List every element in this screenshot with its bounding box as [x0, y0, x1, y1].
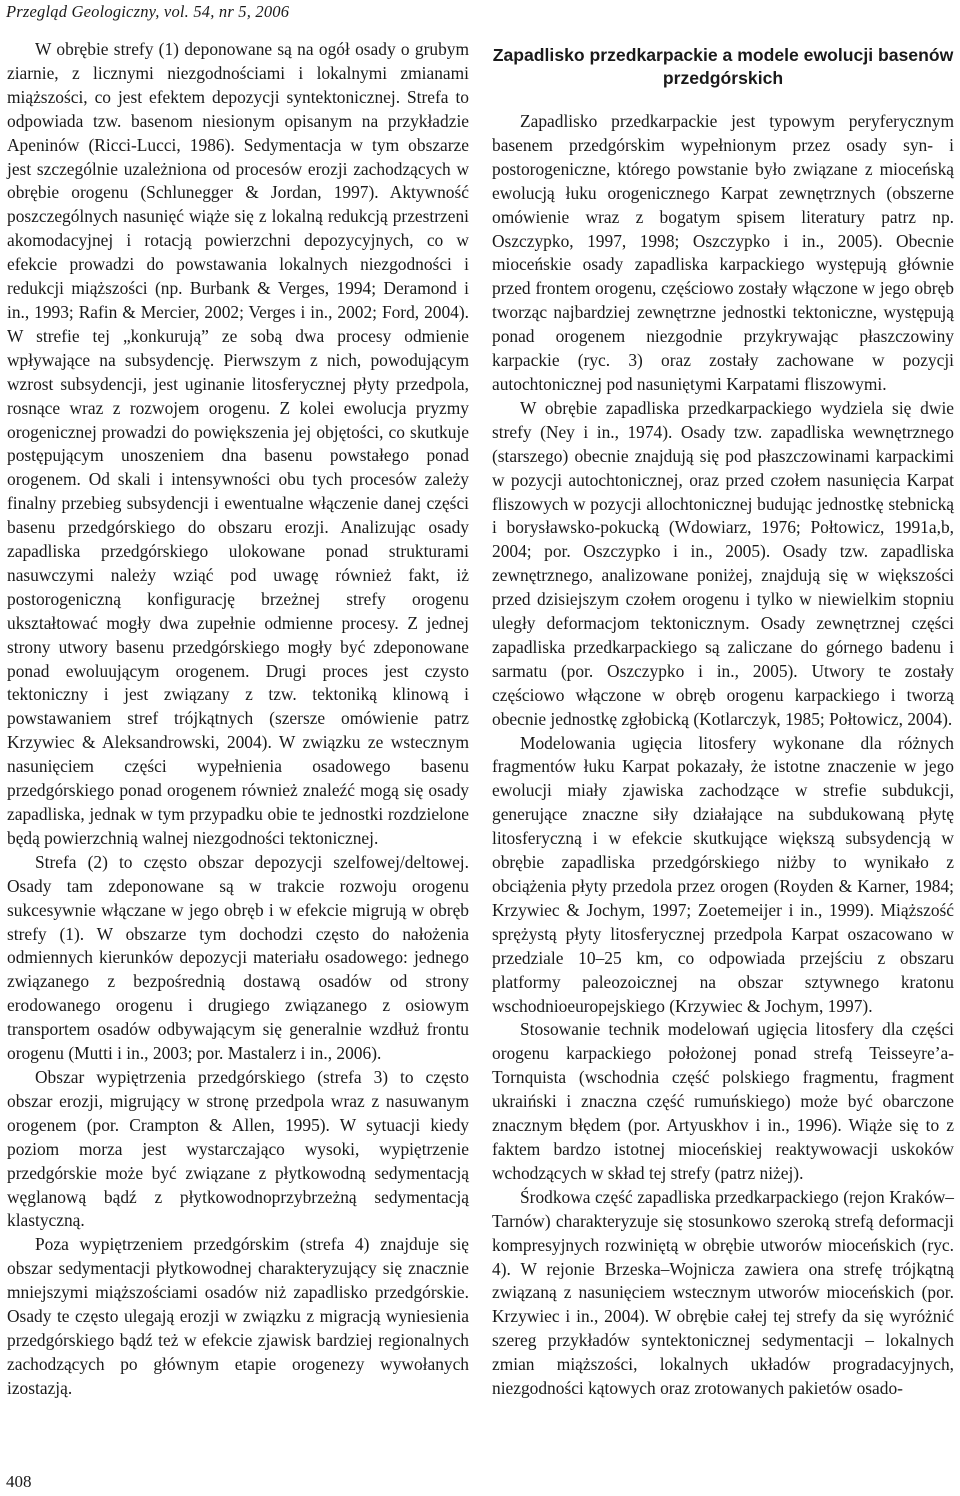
- body-paragraph: Poza wypiętrzeniem przedgórskim (strefa 4) znajduje się obszar sedymentacji płytkowodnej charakteryzujący się znacznie mniejszymi miąższościami osadów niż zapadlisko przedgórskie. Osady te często ulegają erozji w związku z migracją wyniesienia przedgórskiego bądź też w efekcie zjawisk bardziej regionalnych zachodzących po głównym etapie orogenezy wywołanych izostazją.: [7, 1234, 469, 1398]
- body-paragraph: Środkowa część zapadliska przedkarpackiego (rejon Kraków–Tarnów) charakteryzuje się stosunkowo szeroką strefą deformacji kompresyjnych rozwiniętą w obrębie utworów mioceńskich (ryc. 4). W rejonie Brzeska–Wojnicza zawiera ona strefę trójkątną związaną z nasunięciem wstecznym utworów mioceńskich (por. Krzywiec i in., 2004). W obrębie całej tej strefy da się wyróżnić szereg przykładów syntektonicznej sedymentacji – lokalnych zmian miąższości, lokalnych układów progradacyjnych, niezgodności kątowych oraz zrotowanych pakietów osado-: [492, 1186, 954, 1399]
- left-text-column: [7, 38, 469, 1401]
- page-number: 408: [6, 1472, 32, 1491]
- running-header: Przegląd Geologiczny, vol. 54, nr 5, 2006: [6, 2, 290, 21]
- body-paragraph: Strefa (2) to często obszar depozycji szelfowej/deltowej. Osady tam zdeponowane są w trakcie rozwoju orogenu sukcesywnie włączane w jego obręb i w efekcie migrują w obręb strefy (1). W obszarze tym dochodzi często do nałożenia odmiennych kierunków depozycji materiału osadowego: jednego związanego z bezpośrednią dostawą osadów od strony erodowanego orogenu i drugiego związanego z osiowym transportem osadów odbywającym się generalnie wzdłuż frontu orogenu (Mutti i in., 2003; por. Mastalerz i in., 2006).: [7, 851, 469, 1064]
- body-paragraph: W obrębie zapadliska przedkarpackiego wydziela się dwie strefy (Ney i in., 1974). Osady tzw. zapadliska wewnętrznego (starszego) obecnie znajdują się pod płaszczowinami karpackimi w pozycji autochtonicznej, oraz przed czołem nasunięcia Karpat fliszowych w pozycji allochtonicznej budując jednostkę stebnicką i borysławsko-pokucką (Wdowiarz, 1976; Połtowicz, 1991a,b, 2004; por. Oszczypko i in., 2005). Osady tzw. zapadliska zewnętrznego, analizowane poniżej, znajdują się w większości przed dzisiejszym czołem orogenu i tylko w niewielkim stopniu uległy deformacjom tektonicznym. Osady zewnętrznej części zapadliska przedkarpackiego są zaliczane do górnego badenu i sarmatu (por. Oszczypko i in., 2005). Utwory te zostały częściowo włączone w obręb orogenu karpackiego i tworzą obecnie jednostkę zgłobicką (Kotlarczyk, 1985; Połtowicz, 2004).: [492, 397, 954, 729]
- body-paragraph: Modelowania ugięcia litosfery wykonane dla różnych fragmentów łuku Karpat pokazały, że istotne znaczenie w jego ewolucji miały zjawiska zachodzące w strefie subdukcji, generujące znaczne siły działające na subdukowaną płytę litosferyczną i w efekcie skutkujące większą subsydencją w obrębie zapadliska przedgórskiego niżby to wynikało z obciążenia płyty przedola przez orogen (Royden & Karner, 1984; Krzywiec & Jochym, 1997; Zoetemeijer i in., 1999). Miąższość sprężystą płyty litosferycznej przedpola Karpat oszacowano w przedziale 10–25 km, co odpowiada przejściu z obszaru platformy paleozoicznej na obszar sztywnego kratonu wschodnioeuropejskiego (Krzywiec & Jochym, 1997).: [492, 732, 954, 1016]
- body-paragraph: Stosowanie technik modelowań ugięcia litosfery dla części orogenu karpackiego położonej ponad strefą Teisseyre’a-Tornquista (wschodnia część polskiego fragmentu, fragment ukraiński i znaczna część rumuńskiego) może być obarczone znacznym błędem (por. Artyuskhov i in., 1996). Wiąże się to z faktem bardzo istotnej mioceńskiej reaktywowacji uskoków wchodzących w skład tej strefy (patrz niżej).: [492, 1019, 954, 1183]
- body-paragraph: Obszar wypiętrzenia przedgórskiego (strefa 3) to często obszar erozji, migrujący w stronę przedpola wraz z nasuwanym orogenem (por. Crampton & Allen, 1995). W sytuacji kiedy poziom morza jest wystarczająco wysoki, wypiętrzenie przedgórskie może być związane z płytkowodną sedymentacją węglanową bądź z płytkowodnoprzybrzeżną sedymentacją klastyczną.: [7, 1066, 469, 1231]
- section-heading: Zapadlisko przedkarpackie a modele ewolucji basenów przedgórskich: [492, 45, 954, 88]
- body-paragraph: W obrębie strefy (1) deponowane są na ogół osady o grubym ziarnie, z licznymi niezgodnościami i lokalnymi zmianami miąższości, co jest efektem depozycji syntektonicznej. Strefa to odpowiada tzw. basenom niesionym opisanym na przykładzie Apeninów (Ricci-Lucci, 1986). Sedymentacja w tym obszarze jest szczególnie uzależniona od procesów erozji zachodzących w obrębie orogenu (Schlunegger & Jordan, 1997). Aktywność poszczególnych nasunięć wiąże się z lokalną redukcją przestrzeni akomodacyjnej i rotacją powierzchni depozycyjnych, co w efekcie prowadzi do powstawania lokalnych niezgodności i redukcji miąższości (np. Burbank & Verges, 1994; Deramond i in., 1993; Rafin & Mercier, 2002; Verges i in., 2002; Ford, 2004). W strefie tej „konkurują” ze sobą dwa procesy odmienie wpływające na subsydencję. Pierwszym z nich, powodującym wzrost subsydencji, jest uginanie litosferycznej płyty przedpola, rosnące wraz z rozwojem orogenu. Z kolei ewolucja pryzmy orogenicznej prowadzi do powiększenia jej objętości, co skutkuje postępującym unoszeniem dna basenu powstałego ponad orogenem. Od skali i intensywności obu tych procesów zależy finalny przebieg subsydencji i ewentualne włączenie danej części basenu przedgórskiego do obszaru erozji. Analizując osady zapadliska przedgórskiego ulokowane ponad strukturami nasuwczymi należy wziąć pod uwagę również fakt, iż postorogeniczną konfigurację brzeżnej strefy orogenu ukształtować mogły dwa zupełnie odmienne procesy. Z jednej strony utwory basenu przedgórskiego mogły być zdeponowane ponad ewoluującym orogenem. Drugi proces jest czysto tektoniczny i jest związany z tzw. tektoniką klinową i powstawaniem stref trójkątnych (szersze omówienie patrz Krzywiec & Aleksandrowski, 2004). W związku ze wstecznym nasunięciem części wypełnienia osadowego basenu przedgórskiego ponad orogenem również znaleźć mogą się osady zapadliska, jednak w tym przypadku obie te jednostki rozdzielone będą powierzchnią walnej niezgodności tektonicznej.: [7, 39, 469, 848]
- body-paragraph: Zapadlisko przedkarpackie jest typowym peryferycznym basenem przedgórskim wypełnionym przez osady syn- i postorogeniczne, którego powstanie było związane z mioceńską ewolucją łuku orogenicznego Karpat zewnętrznych (obszerne omówienie wraz z bogatym spisem literatury patrz np. Oszczypko, 1997, 1998; Oszczypko i in., 2005). Obecnie mioceńskie osady zapadliska karpackiego występują głównie przed frontem orogenu, częściowo zostały włączone w jego obręb tworząc najbardziej zewnętrzne jednostki tektoniczne, występują ponad orogenem niezgodnie przykrywając płaszczowiny karpackie (ryc. 3) oraz zostały zachowane w pozycji autochtonicznej pod nasuniętymi Karpatami fliszowymi.: [492, 111, 954, 394]
- right-text-column: [492, 38, 954, 1401]
